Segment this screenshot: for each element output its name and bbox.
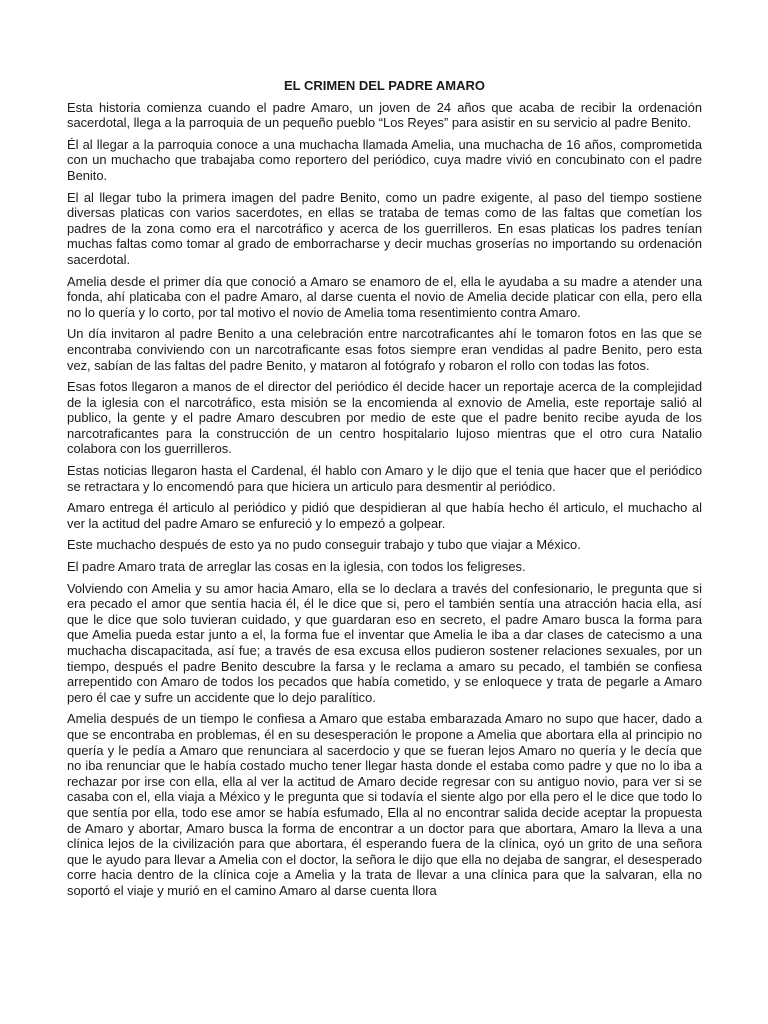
paragraph: Este muchacho después de esto ya no pudo conseguir trabajo y tubo que viajar a México. <box>67 537 581 553</box>
paragraph: Esas fotos llegaron a manos de el director del periódico él decide hacer un reportaje acerca de la complejidad de la iglesia con el narcotráfico, esta misión se la encomienda al exnovio de Amelia, este reportaje salió al publico, la gente y el padre Amaro descubren por medio de este que el padre benito recibe ayuda de los narcotraficantes para la construcción de un centro hospitalario lujoso mientras que el otro cura Natalio colabora con los guerrilleros. <box>67 379 702 457</box>
paragraph: El padre Amaro trata de arreglar las cosas en la iglesia, con todos los feligreses. <box>67 559 526 575</box>
paragraph: Esta historia comienza cuando el padre Amaro, un joven de 24 años que acaba de recibir la ordenación sacerdotal, llega a la parroquia de un pequeño pueblo “Los Reyes” para asistir en su servicio al padre Benito. <box>67 99 702 131</box>
paragraph: Amaro entrega él articulo al periódico y pidió que despidieran al que había hecho él articulo, el muchacho al ver la actitud del padre Amaro se enfureció y lo empezó a golpear. <box>67 500 702 531</box>
paragraph: Amelia después de un tiempo le confiesa a Amaro que estaba embarazada Amaro no supo que hacer, dado a que se encontraba en problemas, él en su desesperación le propone a Amelia que abortara ella al principio no quería y le pedía a Amaro que renunciara al sacerdocio y que se fueran lejos Amaro no quería y le decía que no iba renunciar que le había costado mucho tener llegar hasta donde el estaba como padre y que no lo iba a rechazar por irse con ella, ella al ver la actitud de Amaro decide regresar con su antiguo novio, para ver si se casaba con el, ella viaja a México y le pregunta que si todavía el siente algo por ella pero el le dice que todo lo que sentía por ella, todo ese amor se había esfumado, Ella al no encontrar salida decide aceptar la propuesta de Amaro y abortar, Amaro busca la forma de encontrar a un doctor para que abortara, Amaro la lleva a una clínica lejos de la civilización para que abortara, él esperando fuera de la clínica, oyó un grito de una señora que le ayudo para llevar a Amelia con el doctor, la señora le dijo que ella no dejaba de sangrar, el desesperado corre hacia dentro de la clínica coje a Amelia y la trata de llevar a una clínica para que la salvaran, ella no soportó el viaje y murió en el camino Amaro al darse cuenta llora <box>67 711 702 898</box>
paragraph: Un día invitaron al padre Benito a una celebración entre narcotraficantes ahí le tomaron fotos en las que se encontraba conviviendo con un narcotraficante esas fotos siempre eran vendidas al padre Benito, pero esta vez, sabían de las faltas del padre Benito, y mataron al fotógrafo y robaron el rollo con todas las fotos. <box>67 326 702 373</box>
paragraph: Estas noticias llegaron hasta el Cardenal, él hablo con Amaro y le dijo que el tenia que hacer que el periódico se retractara y lo encomendó para que hiciera un articulo para desmentir al periódico. <box>67 463 702 494</box>
paragraph: Amelia desde el primer día que conoció a Amaro se enamoro de el, ella le ayudaba a su madre a atender una fonda, ahí platicaba con el padre Amaro, al darse cuenta el novio de Amelia decide platicar con ella, pero ella no lo quería y lo corto, por tal motivo el novio de Amelia toma resentimiento contra Amaro. <box>67 273 702 320</box>
paragraph: El al llegar tubo la primera imagen del padre Benito, como un padre exigente, al paso del tiempo sostiene diversas platicas con varios sacerdotes, en ellas se trataba de temas como de las faltas que cometían los padres de la zona como era el narcotráfico y acerca de los guerrilleros. En esas platicas los padres tenían muchas faltas como tomar al grado de emborracharse y decir muchas groserías no importando su ordenación sacerdotal. <box>67 189 702 267</box>
paragraph: Él al llegar a la parroquia conoce a una muchacha llamada Amelia, una muchacha de 16 años, comprometida con un muchacho que trabajaba como reportero del periódico, cuya madre vivió en concubinato con el padre Benito. <box>67 136 702 183</box>
paragraph: Volviendo con Amelia y su amor hacia Amaro, ella se lo declara a través del confesionario, le pregunta que si era pecado el amor que sentía hacia él, él le dice que si, pero el también sentía una atracción hacia ella, así que le dice que solo tuvieran cuidado, y que guardaran eso en secreto, el padre Amaro busca la forma para que Amelia pueda estar junto a el, la forma fue el inventar que Amelia le iba a dar clases de catecismo a una muchacha discapacitada, así fue; a través de esa excusa ellos pudieron sostener relaciones sexuales, por un tiempo, después el padre Benito descubre la farsa y le reclama a amaro su pecado, el también se confiesa arrepentido con Amaro de todos los pecados que había cometido, y se enloquece y trata de pegarle a Amaro pero él cae y sufre un accidente que lo dejo paralítico. <box>67 580 702 705</box>
document-title: EL CRIMEN DEL PADRE AMARO <box>283 78 486 93</box>
document-page <box>67 78 702 905</box>
